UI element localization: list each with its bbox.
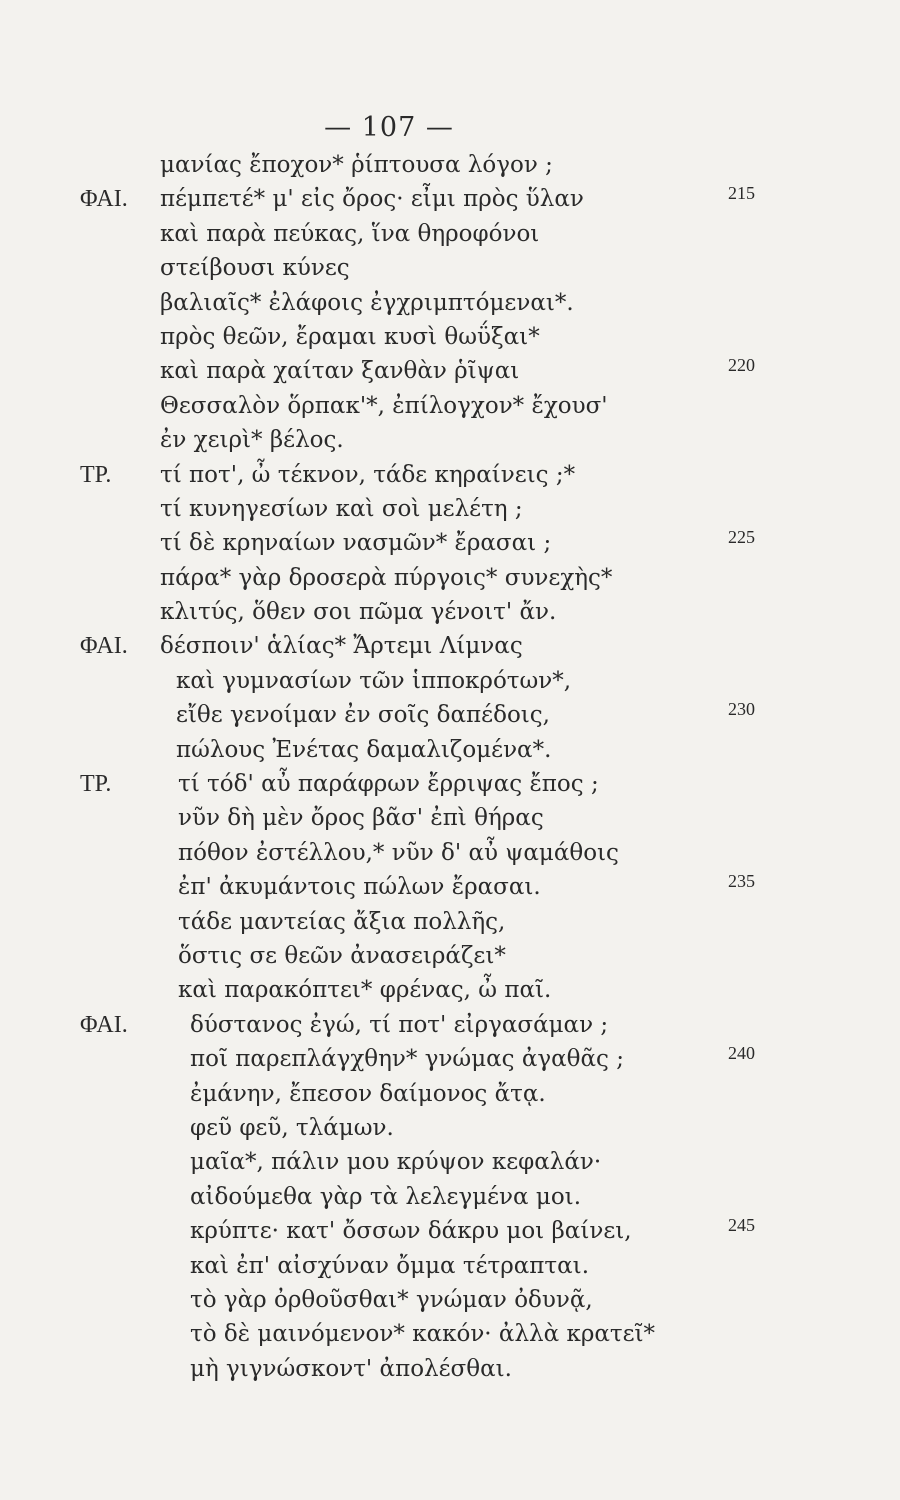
verse-text: βαλιαῖς* ἐλάφοις ἐγχριμπτόμεναι*. xyxy=(160,289,574,316)
verse-text: μαῖα*, πάλιν μου κρύψον κεφαλάν· xyxy=(190,1149,602,1176)
verse-text: ποῖ παρεπλάγχθην* γνώμας ἀγαθᾶς ; xyxy=(190,1046,624,1073)
verse-line xyxy=(0,1214,900,1248)
verse-text: πρὸς θεῶν, ἔραμαι κυσὶ θωΰξαι* xyxy=(160,323,540,350)
verse-line xyxy=(0,1145,900,1179)
verse-text: ἐπ' ἀκυμάντοις πώλων ἔρασαι. xyxy=(178,874,541,901)
line-number: 235 xyxy=(728,871,755,892)
verse-line xyxy=(0,698,900,732)
verse-text: κρύπτε· κατ' ὄσσων δάκρυ μοι βαίνει, xyxy=(190,1218,632,1245)
verse-text: πώλους Ἐνέτας δαμαλιζομένα*. xyxy=(176,736,552,763)
verse-text: πάρα* γὰρ δροσερὰ πύργοις* συνεχὴς* xyxy=(160,564,613,591)
verse-line xyxy=(0,561,900,595)
verse-text: νῦν δὴ μὲν ὄρος βᾶσ' ἐπὶ θήρας xyxy=(178,805,544,832)
line-number: 240 xyxy=(728,1043,755,1064)
verse-text: κλιτύς, ὅθεν σοι πῶμα γένοιτ' ἄν. xyxy=(160,599,557,626)
verse-line xyxy=(0,870,900,904)
verse-text: καὶ γυμνασίων τῶν ἱπποκρότων*, xyxy=(176,667,572,694)
verse-text: δέσποιν' ἁλίας* Ἄρτεμι Λίμνας xyxy=(160,633,523,660)
verse-text: πόθον ἐστέλλου,* νῦν δ' αὖ ψαμάθοις xyxy=(178,839,619,866)
verse-text: αἰδούμεθα γὰρ τὰ λελεγμένα μοι. xyxy=(190,1183,581,1210)
line-number: 245 xyxy=(728,1215,755,1236)
verse-line xyxy=(0,1111,900,1145)
verse-line xyxy=(0,905,900,939)
speaker-label: ΦΑΙ. xyxy=(80,186,128,213)
verse-text: μὴ γιγνώσκοντ' ἀπολέσθαι. xyxy=(190,1355,512,1382)
verse-line xyxy=(0,320,900,354)
verse-line xyxy=(0,526,900,560)
verse-line xyxy=(0,1317,900,1351)
verse-text: ὅστις σε θεῶν ἀνασειράζει* xyxy=(178,942,506,969)
speaker-label: ΦΑΙ. xyxy=(80,633,128,660)
verse-line xyxy=(0,767,900,801)
page-number: — 107 — xyxy=(324,112,454,143)
verse-line xyxy=(0,1352,900,1386)
verse-text: τί ποτ', ὦ τέκνον, τάδε κηραίνεις ;* xyxy=(160,461,576,488)
verse-line xyxy=(0,801,900,835)
verse-text: δύστανος ἐγώ, τί ποτ' εἰργασάμαν ; xyxy=(190,1011,609,1038)
verse-line xyxy=(0,1042,900,1076)
verse-line xyxy=(0,1180,900,1214)
verse-text: καὶ ἐπ' αἰσχύναν ὄμμα τέτραπται. xyxy=(190,1252,590,1279)
verse-text: Θεσσαλὸν ὅρπακ'*, ἐπίλογχον* ἔχουσ' xyxy=(160,392,608,419)
verse-line xyxy=(0,939,900,973)
speaker-label: ΦΑΙ. xyxy=(80,1011,128,1038)
verse-line xyxy=(0,1008,900,1042)
verse-line xyxy=(0,664,900,698)
line-number: 230 xyxy=(728,699,755,720)
verse-line xyxy=(0,595,900,629)
verse-line xyxy=(0,389,900,423)
verse-text: στείβουσι κύνες xyxy=(160,255,350,282)
verse-line xyxy=(0,629,900,663)
speaker-label: ΤΡ. xyxy=(80,461,112,488)
verse-text: τί δὲ κρηναίων νασμῶν* ἔρασαι ; xyxy=(160,530,552,557)
verse-line xyxy=(0,423,900,457)
line-number: 215 xyxy=(728,183,755,204)
verse-line xyxy=(0,1249,900,1283)
verse-line xyxy=(0,973,900,1007)
verse-text: ἐν χειρὶ* βέλος. xyxy=(160,427,344,454)
verse-line xyxy=(0,1283,900,1317)
verse-line xyxy=(0,836,900,870)
line-number: 220 xyxy=(728,355,755,376)
verse-text: καὶ παρακόπτει* φρένας, ὦ παῖ. xyxy=(178,977,552,1004)
verse-text: τὸ δὲ μαινόμενον* κακόν· ἀλλὰ κρατεῖ* xyxy=(190,1321,656,1348)
verse-text: καὶ παρὰ χαίταν ξανθὰν ῥῖψαι xyxy=(160,358,520,385)
verse-block xyxy=(0,148,900,1386)
verse-text: τὸ γὰρ ὀρθοῦσθαι* γνώμαν ὀδυνᾷ, xyxy=(190,1286,593,1313)
verse-line xyxy=(0,733,900,767)
verse-line xyxy=(0,458,900,492)
verse-line xyxy=(0,251,900,285)
verse-line xyxy=(0,286,900,320)
verse-line xyxy=(0,354,900,388)
verse-line xyxy=(0,217,900,251)
verse-line xyxy=(0,182,900,216)
verse-text: τάδε μαντείας ἄξια πολλῆς, xyxy=(178,908,506,935)
verse-line xyxy=(0,1077,900,1111)
verse-text: φεῦ φεῦ, τλάμων. xyxy=(190,1114,394,1141)
verse-text: μανίας ἔποχον* ῥίπτουσα λόγον ; xyxy=(160,152,553,178)
verse-text: ἐμάνην, ἔπεσον δαίμονος ἄτᾳ. xyxy=(190,1080,546,1107)
line-number: 225 xyxy=(728,527,755,548)
verse-line xyxy=(0,148,900,182)
verse-text: τί τόδ' αὖ παράφρων ἔρριψας ἔπος ; xyxy=(178,771,599,798)
verse-text: εἴθε γενοίμαν ἐν σοῖς δαπέδοις, xyxy=(176,702,550,729)
verse-text: καὶ παρὰ πεύκας, ἵνα θηροφόνοι xyxy=(160,220,540,247)
verse-text: πέμπετέ* μ' εἰς ὄρος· εἶμι πρὸς ὕλαν xyxy=(160,186,584,213)
verse-text: τί κυνηγεσίων καὶ σοὶ μελέτη ; xyxy=(160,495,523,522)
speaker-label: ΤΡ. xyxy=(80,771,112,798)
verse-line xyxy=(0,492,900,526)
